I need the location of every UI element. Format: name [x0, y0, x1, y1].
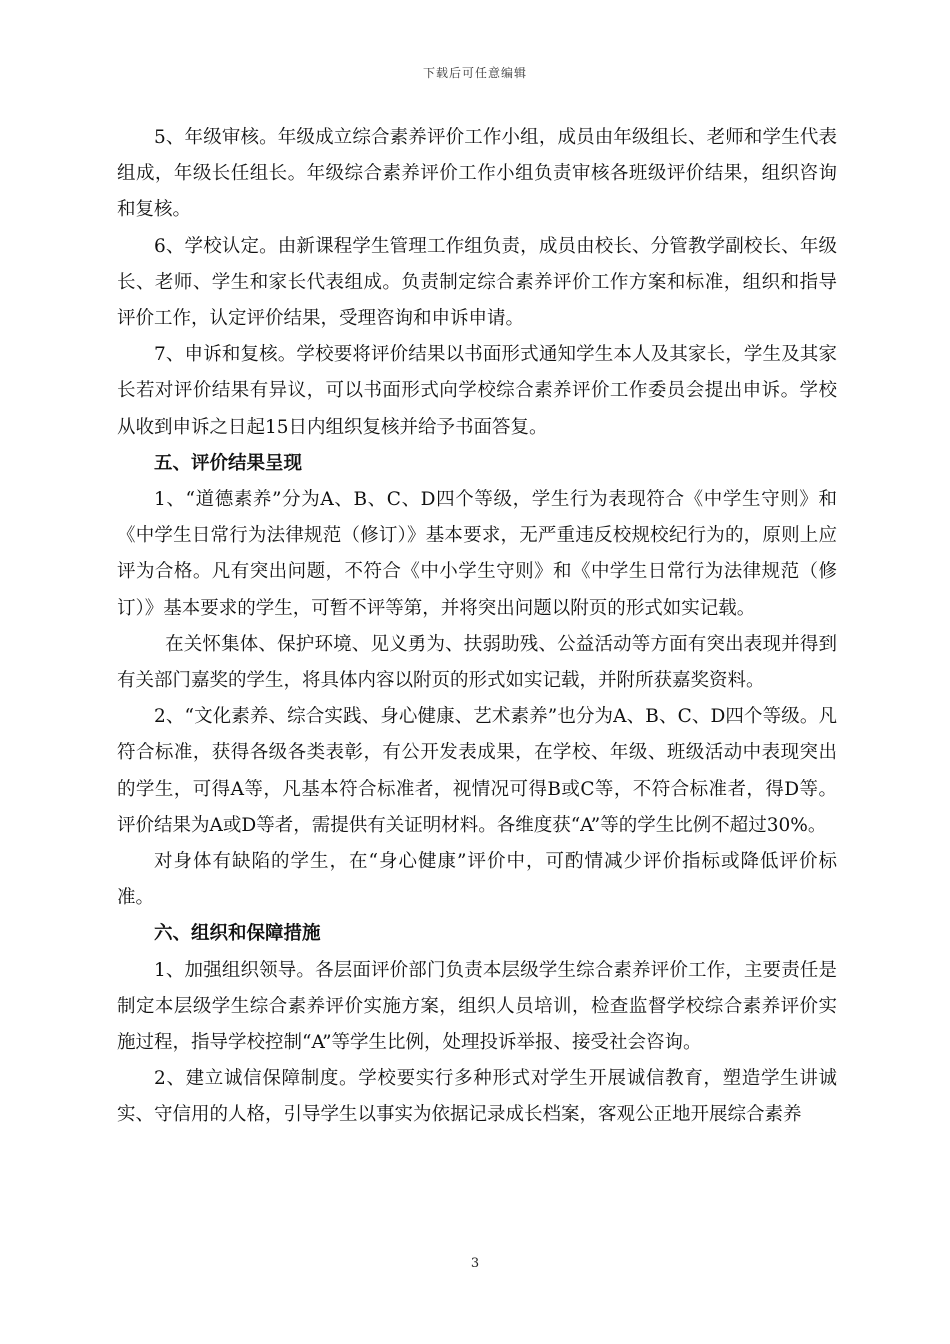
paragraph-disability: 对身体有缺陷的学生，在“身心健康”评价中，可酌情减少评价指标或降低评价标准。 [117, 851, 837, 909]
section-heading-results: 五、评价结果呈现 [154, 452, 303, 474]
paragraph-commendation: 在关怀集体、保护环境、见义勇为、扶弱助残、公益活动等方面有突出表现并得到有关部门嘉奖的学生，将具体内容以附页的形式如实记载，并附所获嘉奖资料。 [117, 633, 837, 692]
paragraph-appeal-review: 7、申诉和复核。学校要将评价结果以书面形式通知学生本人及其家长，学生及其家长若对评价结果有异议，可以书面形式向学校综合素养评价工作委员会提出申诉。学校从收到申诉之日起15日内组织复核并给予书面答复。 [117, 344, 837, 438]
page-header: 下载后可任意编辑 [422, 66, 527, 80]
paragraph-school-certification: 6、学校认定。由新课程学生管理工作组负责，成员由校长、分管教学副校长、年级长、老师、学生和家长代表组成。负责制定综合素养评价工作方案和标准，组织和指导评价工作，认定评价结果，受理咨询和申诉申请。 [117, 235, 837, 330]
paragraph-moral-grades: 1、“道德素养”分为A、B、C、D四个等级，学生行为表现符合《中学生守则》和《中学生日常行为法律规范（修订）》基本要求，无严重违反校规校纪行为的，原则上应评为合格。凡有突出问题，不符合《中小学生守则》和《中学生日常行为法律规范（修订）》基本要求的学生，可暂不评等第，并将突出问题以附页的形式如实记载。 [117, 489, 837, 619]
paragraph-leadership: 1、加强组织领导。各层面评价部门负责本层级学生综合素养评价工作，主要责任是制定本层级学生综合素养评价实施方案，组织人员培训，检查监督学校综合素养评价实施过程，指导学校控制“A”等学生比例，处理投诉举报、接受社会咨询。 [117, 959, 837, 1054]
paragraph-integrity: 2、建立诚信保障制度。学校要实行多种形式对学生开展诚信教育，塑造学生讲诚实、守信用的人格，引导学生以事实为依据记录成长档案，客观公正地开展综合素养 [117, 1068, 837, 1126]
page-number: 3 [470, 1256, 480, 1271]
paragraph-culture-grades: 2、“文化素养、综合实践、身心健康、艺术素养”也分为A、B、C、D四个等级。凡符合标准，获得各级各类表彰，有公开发表成果，在学校、年级、班级活动中表现突出的学生，可得A等，凡基本符合标准者，视情况可得B或C等，不符合标准者，得D等。评价结果为A或D等者，需提供有关证明材料。各维度获“A”等的学生比例不超过30%。 [117, 706, 837, 836]
section-heading-organization: 六、组织和保障措施 [154, 923, 321, 945]
document-body [117, 120, 837, 1134]
paragraph-grade-review: 5、年级审核。年级成立综合素养评价工作小组，成员由年级组长、老师和学生代表组成，年级长任组长。年级综合素养评价工作小组负责审核各班级评价结果，组织咨询和复核。 [117, 127, 837, 221]
